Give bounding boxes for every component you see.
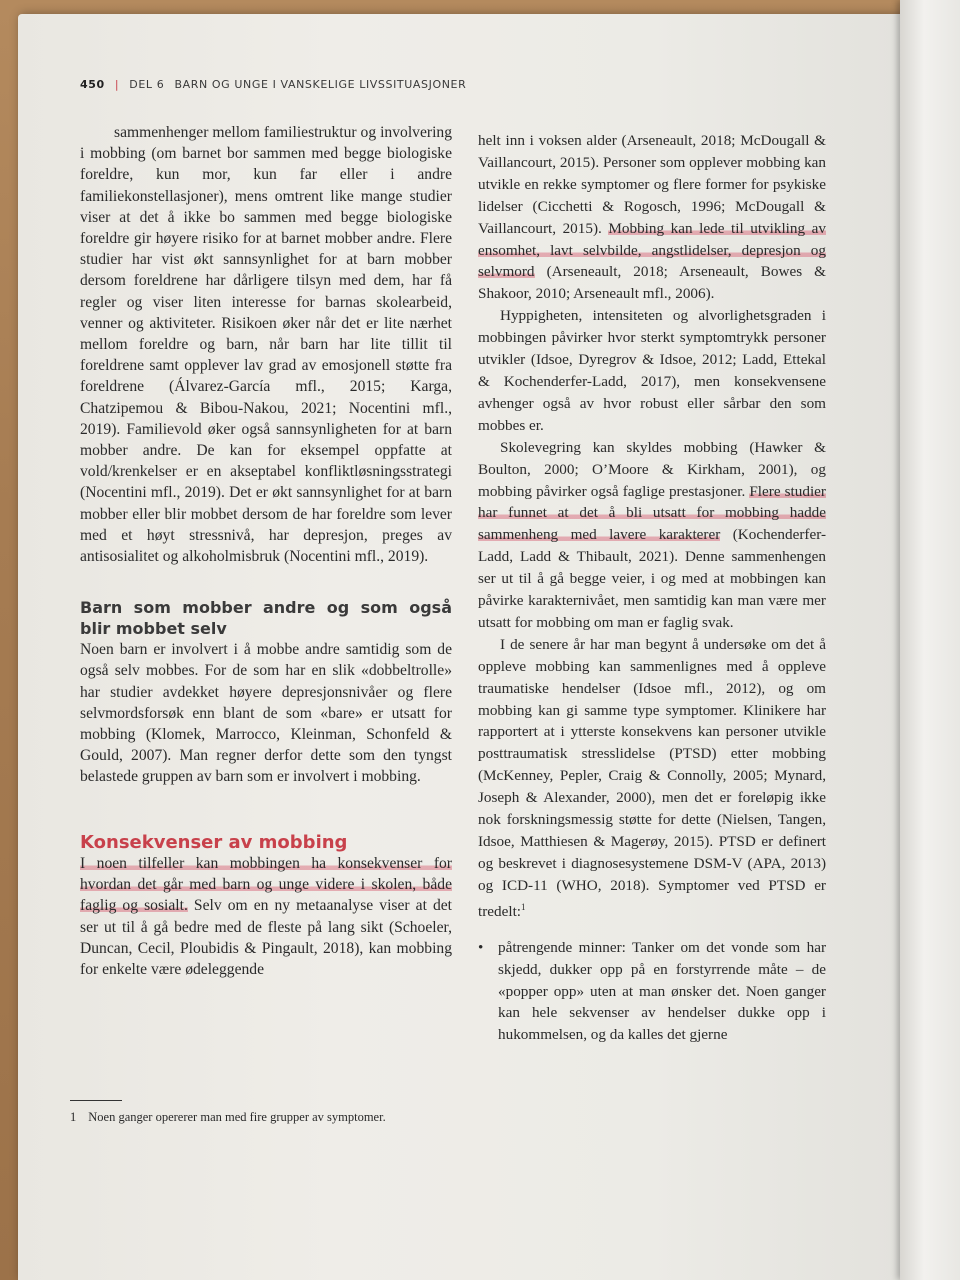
footnote-number: 1 <box>70 1110 77 1124</box>
left-column <box>80 122 452 980</box>
highlighted-text: Mobbing kan lede til utvikling av ensomhet, lavt selvbilde, angstlidelser, depresjon og selvmord <box>478 219 826 281</box>
consequences-text: Selv om en ny metaanalyse viser at det ser ut til å gå bedre med de fleste på lang sikt (Schoeler, Duncan, Cecil, Ploubidis & Pingault, 2018), kan mobbing for enkelte være ødeleggende <box>80 897 453 978</box>
highlighted-text: I noen tilfeller kan mobbingen ha konsekvenser for hvordan det går med barn og unge videre i skolen, både faglig og sosialt. <box>80 854 452 915</box>
paragraph-text: (Arseneault, 2018; Arseneault, Bowes & Shakoor, 2010; Arseneault mfl., 2006). <box>478 263 826 303</box>
list-item <box>478 937 826 1047</box>
paragraph-text: (Kochenderfer-Ladd, Ladd & Thibault, 2021). Denne sammenhengen ser ut til å gå begge veier, i og med at mobbingen kan påvirke karakternivået, men samtidig kan man være mer utsatt for mobbing om man er faglig svak. <box>478 526 827 631</box>
paragraph-school <box>478 437 826 634</box>
bully-victims-paragraph: Noen barn er involvert i å mobbe andre samtidig som de også selv mobbes. For de som har en slik «dobbeltrolle» har studier avdekket høyere depresjonsnivåer og flere selvmordsforsøk enn blant de som «bare» er utsatt for mobbing (Klomek, Marrocco, Kleinman, Schonfeld & Gould, 2007). Man regner derfor dette som den tyngst belastede gruppen av barn som er involvert i mobbing. <box>80 641 452 786</box>
paragraph-long-term <box>478 130 826 305</box>
highlighted-text: Flere studier har funnet at det å bli utsatt for mobbing hadde sammenheng med lavere karakterer <box>478 482 826 544</box>
running-header <box>80 78 466 91</box>
footnote-divider <box>70 1100 122 1101</box>
paragraph-text: I de senere år har man begynt å undersøke om det å oppleve mobbing kan sammenlignes med å oppleve traumatiske hendelser (Idsoe mfl., 2012), og om mobbing kan gi samme type symptomer. Klinikere har rapportert at i ytterste konsekvens kan personer utvikle posttraumatisk stresslidelse (PTSD) etter mobbing (McKenney, Pepler, Craig & Connolly, 2005; Mynard, Joseph & Alexander, 2000), men det er foreløpig ikke nok forskningsmessig støtte for dette (Nielsen, Tangen, Idsoe, Matthiesen & Magerøy, 2015). PTSD er definert og beskrevet i diagnosesystemene DSM-V (APA, 2013) og ICD-11 (WHO, 2018). Symptomer ved PTSD er tredelt: <box>478 635 826 920</box>
page-number: 450 <box>80 78 105 91</box>
consequences-paragraph <box>80 853 452 980</box>
list-item-text: påtrengende minner: Tanker om det vonde som har skjedd, dukker opp på en forstyrrende måte – de «popper opp» uten at man ønsker det. Noen ganger kan hele sekvenser av hendelser dukke opp i hukommelsen, og da kalles det gjerne <box>498 938 826 1044</box>
right-column <box>478 130 826 1046</box>
header-separator: | <box>114 78 120 91</box>
facing-page-edge <box>900 0 960 1280</box>
header-part: DEL 6 <box>129 78 165 91</box>
intro-paragraph: sammenhenger mellom familiestruktur og involvering i mobbing (om barnet bor sammen med begge biologiske foreldre, kun mor, kun far eller i andre familiekonstellasjoner), mens omtrent like mange studier viser at det å ikke bo sammen med begge biologiske foreldre gir høyere risiko for at barnet mobber andre. Flere studier har vist økt sannsynlighet for at barn mobber dersom foreldrene har dårligere tilsyn med dem, har få regler og viser liten interesse for barnas skolearbeid, venner og aktiviteter. Risikoen øker når det er lite nærhet mellom foreldre og barn, når barn har lite tillit til foreldrene samt opplever lav grad av emosjonell støtte fra foreldrene (Álvarez-García mfl., 2015; Karga, Chatzipemou & Bibou-Nakou, 2021; Nocentini mfl., 2019). Familievold øker også sannsynligheten for at barn mobber andre. De kan for eksempel oppfatte at vold/krenkelser er en akseptabel konfliktløsningsstrategi (Nocentini mfl., 2019). Det er økt sannsynlighet for at barn mobber eller blir mobbet dersom de har foreldre som lever med et høyt stressnivå, har depresjon, preges av antisosialitet og alkoholmisbruk (Nocentini mfl., 2019). <box>80 124 452 566</box>
header-section: BARN OG UNGE I VANSKELIGE LIVSSITUASJONER <box>174 78 467 91</box>
paragraph-ptsd <box>478 634 826 923</box>
paragraph-severity: Hyppigheten, intensiteten og alvorlighetsgraden i mobbingen påvirker hvor sterkt symptomtrykk personer utvikler (Idsoe, Dyregrov & Idsoe, 2012; Ladd, Ettekal & Kochenderfer-Ladd, 2017), men konsekvensene avhenger også av hvor robust eller sårbar den som mobbes er. <box>478 307 826 434</box>
paragraph-text: Skolevegring kan skyldes mobbing (Hawker & Boulton, 2000; O’Moore & Kirkham, 2001), og mobbing påvirker også faglige prestasjoner. <box>478 438 826 500</box>
subheading-bully-victims: Barn som mobber andre og som også blir mobbet selv <box>80 598 452 639</box>
bullet-marker: • <box>478 938 484 956</box>
footnote-text: Noen ganger opererer man med fire grupper av symptomer. <box>88 1110 386 1124</box>
heading-consequences: Konsekvenser av mobbing <box>80 831 348 853</box>
footnote <box>70 1110 450 1125</box>
paragraph-text: helt inn i voksen alder (Arseneault, 2018; McDougall & Vaillancourt, 2015). Personer som opplever mobbing kan utvikle en rekke symptomer og flere former for psykiske lidelser (Cicchetti & Rogosch, 1996; McDougall & Vaillancourt, 2015). <box>478 132 826 237</box>
footnote-reference: 1 <box>521 901 526 912</box>
